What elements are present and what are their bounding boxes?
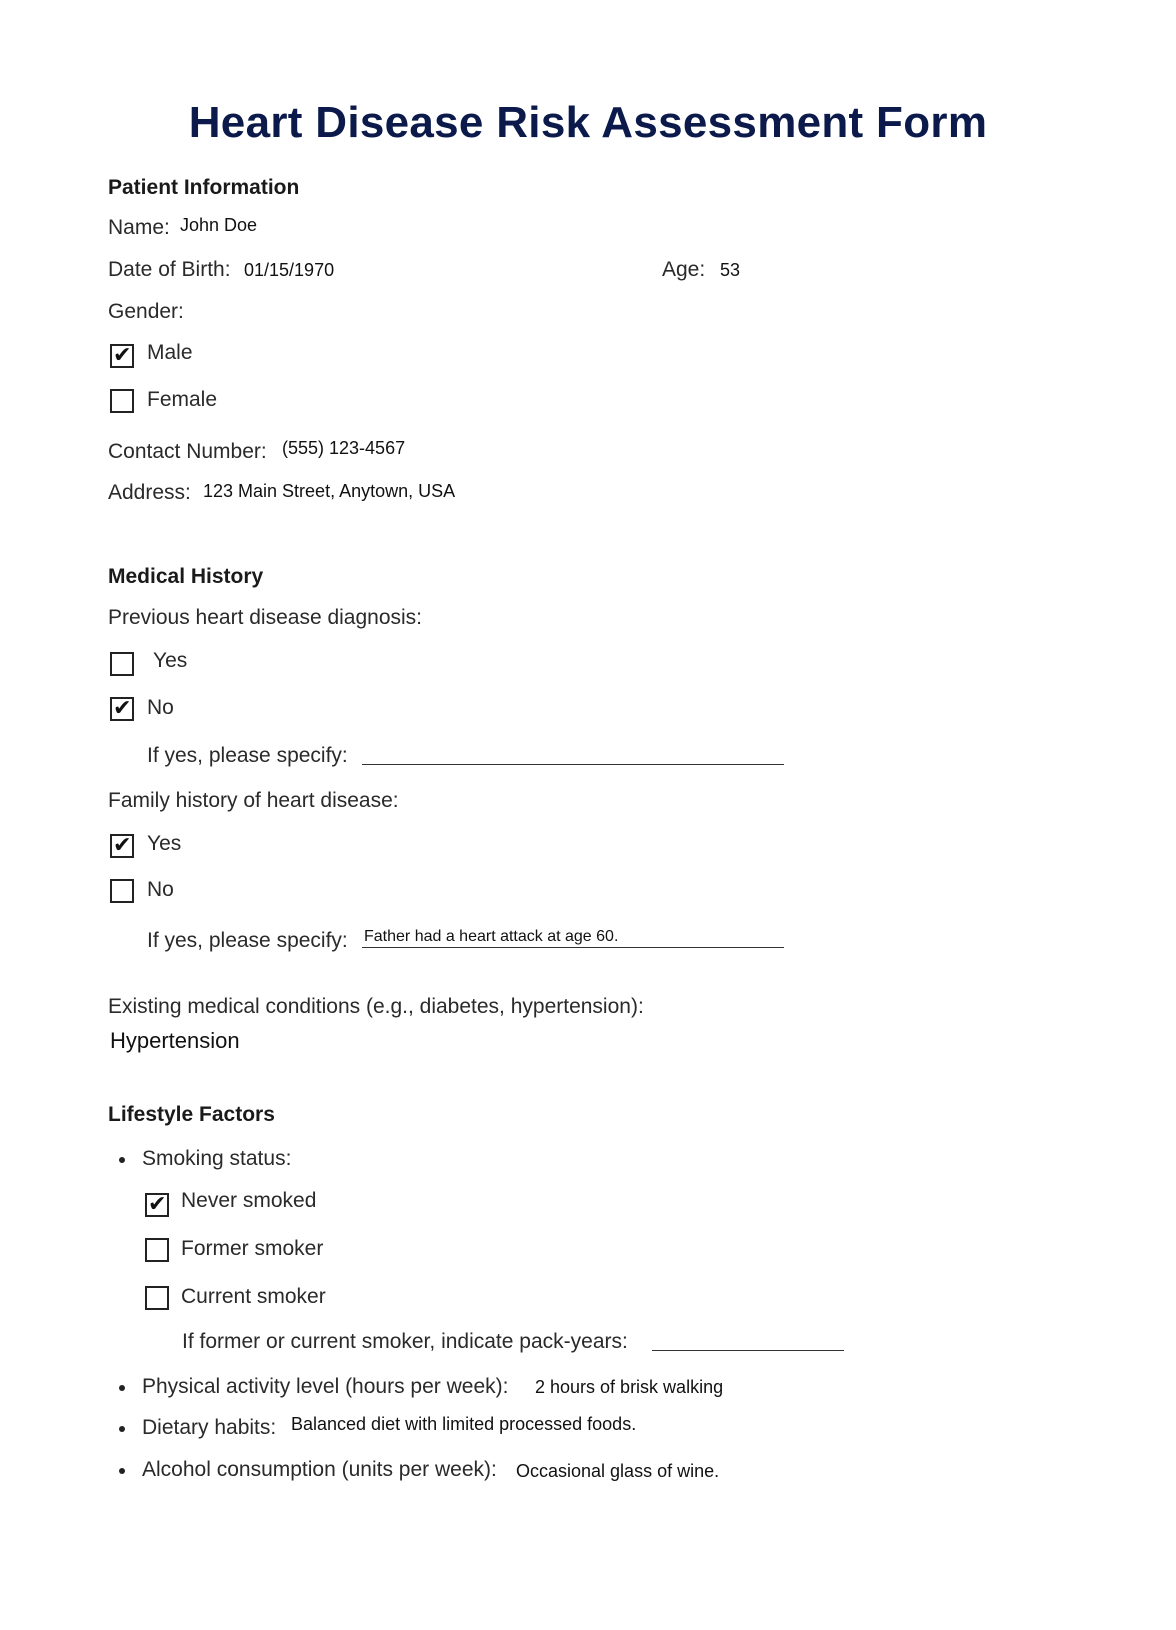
pack-years-line[interactable] xyxy=(652,1350,844,1351)
activity-value[interactable]: 2 hours of brisk walking xyxy=(535,1377,724,1397)
name-value[interactable]: John Doe xyxy=(180,215,258,235)
prev-specify-label: If yes, please specify: xyxy=(147,744,348,767)
diet-label: Dietary habits: xyxy=(142,1416,277,1439)
name-label: Name: xyxy=(108,216,170,239)
contact-value[interactable]: (555) 123-4567 xyxy=(282,438,406,458)
conditions-value[interactable]: Hypertension xyxy=(110,1028,240,1053)
family-history-no-checkbox[interactable] xyxy=(110,879,134,903)
prev-diagnosis-no-checkbox[interactable] xyxy=(110,697,134,721)
address-label: Address: xyxy=(108,481,191,504)
former-smoker-label: Former smoker xyxy=(181,1237,324,1260)
checkmark-icon: ✔ xyxy=(148,1192,167,1217)
family-history-no-label: No xyxy=(147,878,174,901)
conditions-label: Existing medical conditions (e.g., diabetes, hypertension): xyxy=(108,995,644,1018)
alcohol-label: Alcohol consumption (units per week): xyxy=(142,1458,497,1481)
family-specify-value: Father had a heart attack at age 60. xyxy=(364,928,619,945)
family-history-label: Family history of heart disease: xyxy=(108,789,399,812)
form-title: Heart Disease Risk Assessment Form xyxy=(188,98,988,147)
prev-specify-line[interactable] xyxy=(362,764,784,765)
prev-diagnosis-yes-label: Yes xyxy=(153,649,188,672)
activity-label: Physical activity level (hours per week): xyxy=(142,1375,509,1398)
address-value[interactable]: 123 Main Street, Anytown, USA xyxy=(203,481,456,501)
gender-female-label: Female xyxy=(147,388,218,411)
prev-diagnosis-no-label: No xyxy=(147,696,174,719)
gender-label: Gender: xyxy=(108,300,184,323)
gender-male-checkbox[interactable] xyxy=(110,344,134,368)
family-history-yes-label: Yes xyxy=(147,832,182,855)
family-specify-label: If yes, please specify: xyxy=(147,929,348,952)
checkmark-icon: ✔ xyxy=(113,343,132,368)
never-smoked-checkbox[interactable] xyxy=(145,1193,169,1217)
gender-female-checkbox[interactable] xyxy=(110,389,134,413)
gender-male-label: Male xyxy=(147,341,193,364)
bullet-icon xyxy=(119,1468,125,1474)
family-history-yes-checkbox[interactable] xyxy=(110,834,134,858)
dob-value[interactable]: 01/15/1970 xyxy=(244,260,335,280)
bullet-icon xyxy=(119,1385,125,1391)
bullet-icon xyxy=(119,1426,125,1432)
bullet-icon xyxy=(119,1157,125,1163)
medical-history-heading: Medical History xyxy=(108,565,264,588)
contact-label: Contact Number: xyxy=(108,440,267,463)
dob-label: Date of Birth: xyxy=(108,258,231,281)
alcohol-value[interactable]: Occasional glass of wine. xyxy=(516,1461,720,1481)
current-smoker-checkbox[interactable] xyxy=(145,1286,169,1310)
patient-info-heading: Patient Information xyxy=(108,176,300,199)
diet-value[interactable]: Balanced diet with limited processed foods. xyxy=(291,1414,637,1434)
never-smoked-label: Never smoked xyxy=(181,1189,317,1212)
current-smoker-label: Current smoker xyxy=(181,1285,326,1308)
prev-diagnosis-yes-checkbox[interactable] xyxy=(110,652,134,676)
checkmark-icon: ✔ xyxy=(113,833,132,858)
family-specify-line[interactable] xyxy=(362,947,784,948)
prev-diagnosis-label: Previous heart disease diagnosis: xyxy=(108,606,423,629)
age-label: Age: xyxy=(662,258,706,281)
smoking-status-label: Smoking status: xyxy=(142,1147,292,1170)
lifestyle-heading: Lifestyle Factors xyxy=(108,1103,275,1126)
pack-years-label: If former or current smoker, indicate pack-years: xyxy=(182,1330,628,1353)
checkmark-icon: ✔ xyxy=(113,696,132,721)
former-smoker-checkbox[interactable] xyxy=(145,1238,169,1262)
age-value[interactable]: 53 xyxy=(720,260,741,280)
